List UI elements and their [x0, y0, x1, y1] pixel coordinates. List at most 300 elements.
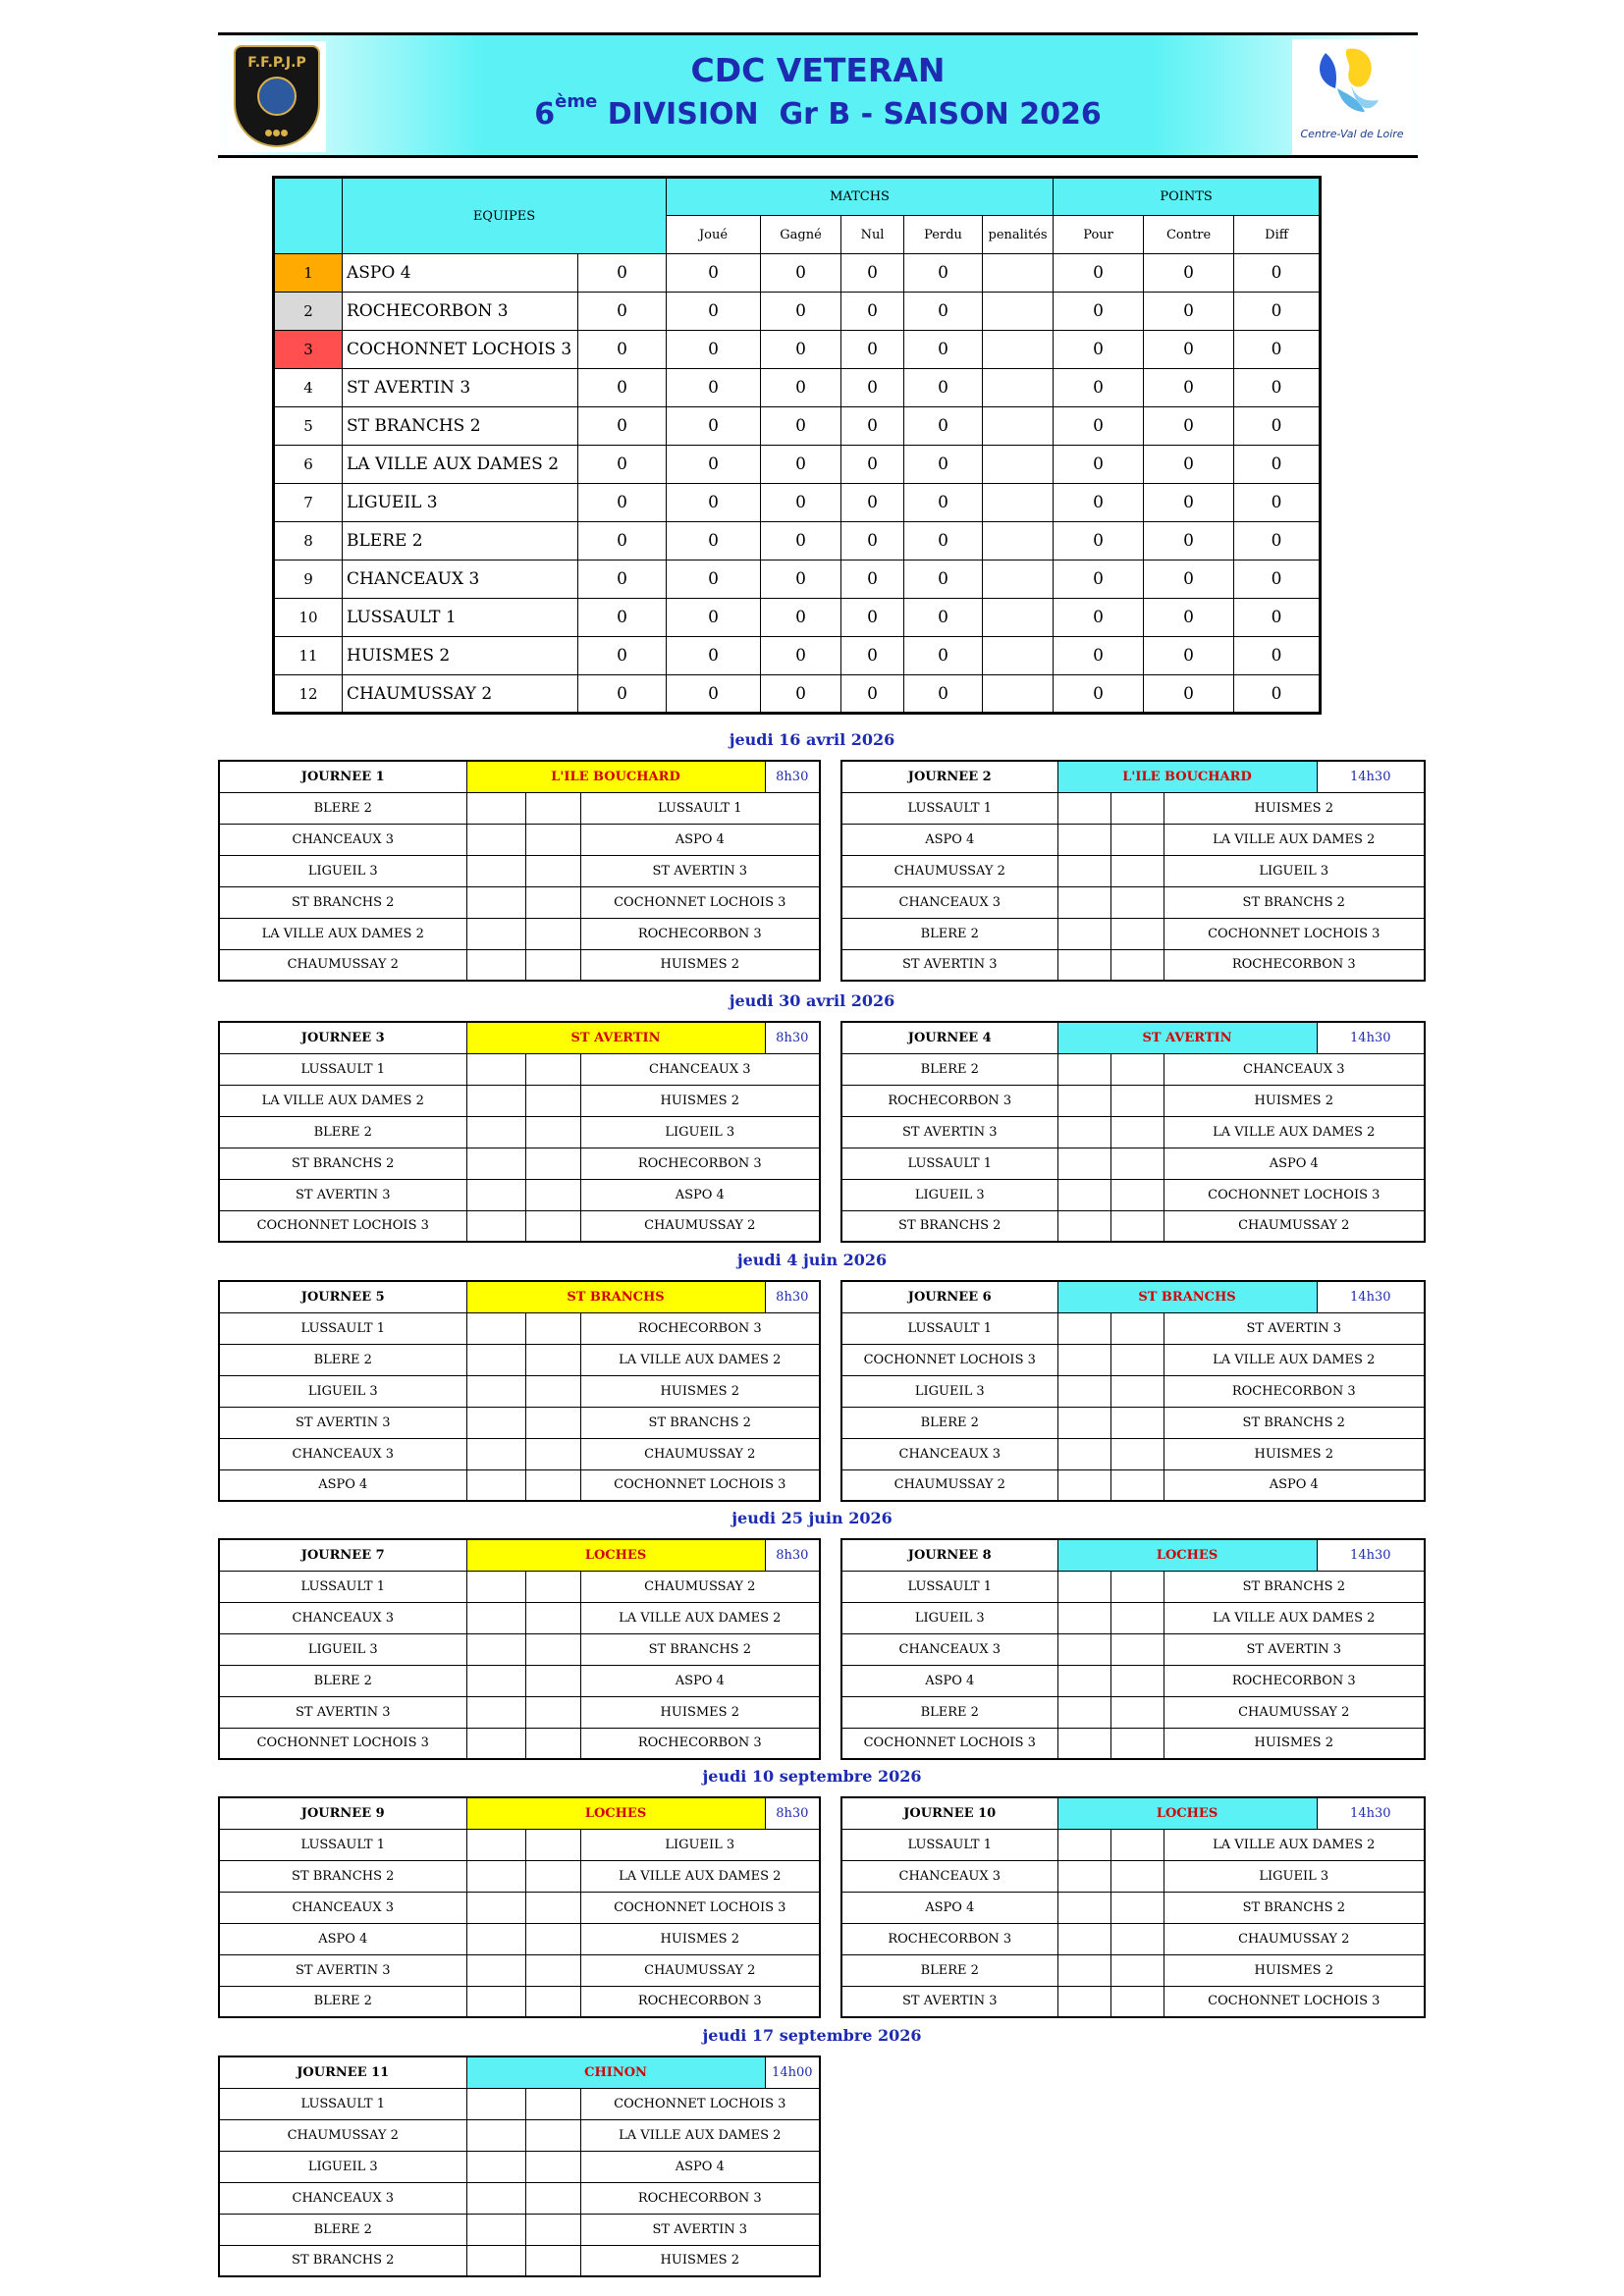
home-team: CHANCEAUX 3 [841, 1860, 1057, 1892]
stat-cell-pen [983, 446, 1054, 484]
stat-cell-gagne: 0 [761, 369, 841, 407]
match-row [219, 1696, 820, 1728]
match-row [219, 1923, 820, 1954]
home-team: BLERE 2 [219, 1116, 466, 1148]
home-score-cell[interactable] [466, 918, 525, 949]
stat-cell-pts: 0 [578, 599, 667, 637]
away-team: COCHONNET LOCHOIS 3 [580, 1892, 820, 1923]
away-team: ASPO 4 [580, 2151, 820, 2182]
journee-time: 14h30 [1317, 761, 1425, 792]
stat-cell-pts: 0 [578, 293, 667, 331]
home-team: BLERE 2 [219, 2214, 466, 2245]
home-score-cell[interactable] [466, 1633, 525, 1665]
away-team: LUSSAULT 1 [580, 792, 820, 824]
home-score-cell[interactable] [1057, 1829, 1110, 1860]
match-row [219, 1954, 820, 1986]
division-text: DIVISION Gr B - SAISON 2026 [597, 97, 1102, 132]
journee-table [218, 1538, 821, 1760]
home-team: BLERE 2 [219, 1986, 466, 2017]
stat-cell-contre: 0 [1144, 331, 1234, 369]
rank-cell: 12 [274, 675, 343, 714]
match-row [219, 2182, 820, 2214]
journee-table [218, 760, 821, 982]
away-score-cell[interactable] [1110, 1407, 1164, 1438]
away-score-cell[interactable] [525, 1923, 580, 1954]
away-team: LA VILLE AUX DAMES 2 [1164, 1116, 1425, 1148]
away-team: LA VILLE AUX DAMES 2 [1164, 824, 1425, 855]
stat-cell-diff: 0 [1234, 254, 1321, 293]
home-score-cell[interactable] [466, 2214, 525, 2245]
away-score-cell[interactable] [1110, 1602, 1164, 1633]
away-score-cell[interactable] [1110, 886, 1164, 918]
home-score-cell[interactable] [466, 1407, 525, 1438]
home-score-cell[interactable] [1057, 918, 1110, 949]
home-score-cell[interactable] [466, 1469, 525, 1501]
away-score-cell[interactable] [525, 2119, 580, 2151]
stat-cell-perdu: 0 [904, 522, 983, 561]
home-team: ST BRANCHS 2 [841, 1210, 1057, 1242]
home-score-cell[interactable] [1057, 949, 1110, 981]
stat-cell-nul: 0 [841, 484, 904, 522]
away-score-cell[interactable] [525, 1633, 580, 1665]
home-score-cell[interactable] [466, 2088, 525, 2119]
away-score-cell[interactable] [525, 1696, 580, 1728]
team-name-cell: LIGUEIL 3 [343, 484, 578, 522]
home-team: BLERE 2 [219, 1344, 466, 1375]
match-row [841, 1344, 1425, 1375]
away-score-cell[interactable] [1110, 1344, 1164, 1375]
stat-cell-joue: 0 [667, 446, 761, 484]
away-team: LA VILLE AUX DAMES 2 [1164, 1344, 1425, 1375]
home-score-cell[interactable] [466, 1602, 525, 1633]
match-row [219, 1375, 820, 1407]
col-diff-header: Diff [1234, 216, 1321, 254]
home-score-cell[interactable] [1057, 1116, 1110, 1148]
home-score-cell[interactable] [1057, 886, 1110, 918]
page-title: CDC VETERAN [690, 51, 946, 89]
rank-cell: 2 [274, 293, 343, 331]
away-team: ASPO 4 [1164, 1148, 1425, 1179]
team-name-cell: ST BRANCHS 2 [343, 407, 578, 446]
away-team: ASPO 4 [580, 824, 820, 855]
home-score-cell[interactable] [466, 1179, 525, 1210]
away-score-cell[interactable] [525, 2182, 580, 2214]
col-gagne-header: Gagné [761, 216, 841, 254]
journee-time: 14h00 [765, 2056, 820, 2088]
home-score-cell[interactable] [466, 1923, 525, 1954]
home-score-cell[interactable] [466, 1116, 525, 1148]
away-score-cell[interactable] [1110, 1438, 1164, 1469]
rank-cell: 11 [274, 637, 343, 675]
away-score-cell[interactable] [1110, 792, 1164, 824]
home-score-cell[interactable] [466, 1344, 525, 1375]
home-score-cell[interactable] [466, 855, 525, 886]
home-score-cell[interactable] [1057, 1344, 1110, 1375]
date-2: jeudi 30 avril 2026 [729, 991, 895, 1010]
away-score-cell[interactable] [525, 1053, 580, 1085]
home-score-cell[interactable] [466, 1148, 525, 1179]
away-team: HUISMES 2 [1164, 1438, 1425, 1469]
home-score-cell[interactable] [466, 1053, 525, 1085]
away-score-cell[interactable] [525, 1954, 580, 1986]
home-score-cell[interactable] [1057, 1085, 1110, 1116]
away-team: ASPO 4 [580, 1665, 820, 1696]
match-row [841, 1860, 1425, 1892]
standings-row [274, 561, 1321, 599]
away-score-cell[interactable] [525, 1602, 580, 1633]
away-score-cell[interactable] [525, 1407, 580, 1438]
home-score-cell[interactable] [466, 1728, 525, 1759]
home-score-cell[interactable] [1057, 1986, 1110, 2017]
home-score-cell[interactable] [1057, 1954, 1110, 1986]
away-score-cell[interactable] [1110, 1892, 1164, 1923]
away-score-cell[interactable] [1110, 1633, 1164, 1665]
home-team: LUSSAULT 1 [219, 1053, 466, 1085]
away-score-cell[interactable] [525, 1116, 580, 1148]
stat-cell-gagne: 0 [761, 561, 841, 599]
away-score-cell[interactable] [1110, 918, 1164, 949]
team-name-cell: HUISMES 2 [343, 637, 578, 675]
match-row [219, 918, 820, 949]
match-row [219, 855, 820, 886]
home-score-cell[interactable] [1057, 824, 1110, 855]
home-score-cell[interactable] [1057, 1892, 1110, 1923]
away-score-cell[interactable] [1110, 949, 1164, 981]
stat-cell-contre: 0 [1144, 369, 1234, 407]
away-team: ST AVERTIN 3 [580, 855, 820, 886]
home-team: ST BRANCHS 2 [219, 2245, 466, 2276]
home-score-cell[interactable] [466, 2151, 525, 2182]
stat-cell-diff: 0 [1234, 599, 1321, 637]
stat-cell-joue: 0 [667, 407, 761, 446]
home-team: ASPO 4 [219, 1923, 466, 1954]
stat-cell-nul: 0 [841, 522, 904, 561]
home-score-cell[interactable] [1057, 1210, 1110, 1242]
match-row [219, 2151, 820, 2182]
date-5: jeudi 10 septembre 2026 [702, 1767, 922, 1786]
home-score-cell[interactable] [466, 1438, 525, 1469]
journee-table [840, 1538, 1426, 1760]
away-score-cell[interactable] [525, 1892, 580, 1923]
away-score-cell[interactable] [1110, 1210, 1164, 1242]
away-score-cell[interactable] [525, 918, 580, 949]
away-team: CHAUMUSSAY 2 [580, 1210, 820, 1242]
stat-cell-gagne: 0 [761, 599, 841, 637]
home-score-cell[interactable] [1057, 1728, 1110, 1759]
date-3: jeudi 4 juin 2026 [736, 1251, 888, 1269]
stat-cell-pts: 0 [578, 522, 667, 561]
home-score-cell[interactable] [466, 1085, 525, 1116]
home-score-cell[interactable] [466, 1954, 525, 1986]
home-score-cell[interactable] [1057, 1148, 1110, 1179]
rank-cell: 7 [274, 484, 343, 522]
journee-table [218, 2056, 821, 2277]
home-score-cell[interactable] [466, 792, 525, 824]
stat-cell-gagne: 0 [761, 331, 841, 369]
stat-cell-pour: 0 [1054, 484, 1144, 522]
stat-cell-contre: 0 [1144, 637, 1234, 675]
journee-time: 8h30 [765, 1281, 820, 1312]
match-row [219, 1602, 820, 1633]
away-score-cell[interactable] [1110, 824, 1164, 855]
away-team: ROCHECORBON 3 [580, 1986, 820, 2017]
stat-cell-pour: 0 [1054, 293, 1144, 331]
stat-cell-nul: 0 [841, 331, 904, 369]
match-row [219, 1116, 820, 1148]
journee-venue: LOCHES [1057, 1539, 1317, 1571]
home-score-cell[interactable] [466, 2119, 525, 2151]
home-team: CHAUMUSSAY 2 [841, 1469, 1057, 1501]
home-score-cell[interactable] [466, 2182, 525, 2214]
home-team: CHANCEAUX 3 [219, 1892, 466, 1923]
away-score-cell[interactable] [525, 1312, 580, 1344]
home-score-cell[interactable] [1057, 1375, 1110, 1407]
away-score-cell[interactable] [525, 1986, 580, 2017]
journee-table [840, 1021, 1426, 1243]
away-score-cell[interactable] [525, 2151, 580, 2182]
stat-cell-pour: 0 [1054, 331, 1144, 369]
home-score-cell[interactable] [466, 949, 525, 981]
away-score-cell[interactable] [525, 792, 580, 824]
home-score-cell[interactable] [466, 1860, 525, 1892]
stat-cell-pts: 0 [578, 254, 667, 293]
away-score-cell[interactable] [525, 2088, 580, 2119]
stat-cell-pen [983, 254, 1054, 293]
home-score-cell[interactable] [466, 886, 525, 918]
match-row [841, 1179, 1425, 1210]
stat-cell-perdu: 0 [904, 561, 983, 599]
home-team: LIGUEIL 3 [219, 1633, 466, 1665]
equipes-header: EQUIPES [343, 178, 667, 254]
away-score-cell[interactable] [525, 1085, 580, 1116]
away-score-cell[interactable] [525, 1728, 580, 1759]
home-team: CHANCEAUX 3 [841, 1633, 1057, 1665]
match-row [219, 949, 820, 981]
stat-cell-joue: 0 [667, 484, 761, 522]
away-score-cell[interactable] [525, 1860, 580, 1892]
home-score-cell[interactable] [466, 1312, 525, 1344]
journee-venue: ST AVERTIN [466, 1022, 765, 1053]
home-score-cell[interactable] [466, 1829, 525, 1860]
away-score-cell[interactable] [525, 1148, 580, 1179]
away-score-cell[interactable] [1110, 1986, 1164, 2017]
home-score-cell[interactable] [1057, 1438, 1110, 1469]
journee-venue: ST AVERTIN [1057, 1022, 1317, 1053]
region-logo-text: Centre-Val de Loire [1300, 128, 1404, 140]
home-score-cell[interactable] [1057, 1860, 1110, 1892]
home-score-cell[interactable] [1057, 1633, 1110, 1665]
away-score-cell[interactable] [525, 1571, 580, 1602]
away-team: ST AVERTIN 3 [580, 2214, 820, 2245]
journee-time: 8h30 [765, 1797, 820, 1829]
away-score-cell[interactable] [1110, 1116, 1164, 1148]
stat-cell-contre: 0 [1144, 599, 1234, 637]
away-score-cell[interactable] [1110, 1954, 1164, 1986]
stat-cell-diff: 0 [1234, 407, 1321, 446]
standings-row [274, 599, 1321, 637]
home-score-cell[interactable] [466, 1375, 525, 1407]
stat-cell-pour: 0 [1054, 561, 1144, 599]
journee-time: 8h30 [765, 1022, 820, 1053]
away-score-cell[interactable] [1110, 1312, 1164, 1344]
home-score-cell[interactable] [1057, 1179, 1110, 1210]
away-score-cell[interactable] [1110, 1860, 1164, 1892]
team-name-cell: CHANCEAUX 3 [343, 561, 578, 599]
home-score-cell[interactable] [1057, 1923, 1110, 1954]
matchs-header: MATCHS [667, 178, 1054, 216]
home-score-cell[interactable] [466, 2245, 525, 2276]
match-row [841, 1148, 1425, 1179]
home-team: COCHONNET LOCHOIS 3 [219, 1728, 466, 1759]
away-score-cell[interactable] [1110, 1375, 1164, 1407]
match-row [841, 1469, 1425, 1501]
home-team: LUSSAULT 1 [841, 1829, 1057, 1860]
away-score-cell[interactable] [1110, 1728, 1164, 1759]
journee-name: JOURNEE 11 [219, 2056, 466, 2088]
away-score-cell[interactable] [525, 1210, 580, 1242]
home-score-cell[interactable] [1057, 1665, 1110, 1696]
home-score-cell[interactable] [466, 1210, 525, 1242]
home-score-cell[interactable] [1057, 792, 1110, 824]
journee-time: 8h30 [765, 761, 820, 792]
home-team: LIGUEIL 3 [841, 1602, 1057, 1633]
stat-cell-joue: 0 [667, 637, 761, 675]
stat-cell-pen [983, 675, 1054, 714]
match-row [219, 1829, 820, 1860]
home-score-cell[interactable] [466, 824, 525, 855]
home-score-cell[interactable] [466, 1986, 525, 2017]
home-score-cell[interactable] [1057, 1696, 1110, 1728]
home-team: ST AVERTIN 3 [841, 949, 1057, 981]
away-score-cell[interactable] [525, 855, 580, 886]
home-team: ROCHECORBON 3 [841, 1923, 1057, 1954]
home-score-cell[interactable] [1057, 855, 1110, 886]
stat-cell-nul: 0 [841, 599, 904, 637]
away-score-cell[interactable] [525, 1375, 580, 1407]
stat-cell-perdu: 0 [904, 637, 983, 675]
away-team: LIGUEIL 3 [580, 1829, 820, 1860]
home-score-cell[interactable] [466, 1892, 525, 1923]
stat-cell-nul: 0 [841, 254, 904, 293]
stat-cell-pour: 0 [1054, 446, 1144, 484]
away-score-cell[interactable] [1110, 1571, 1164, 1602]
away-team: ROCHECORBON 3 [1164, 1375, 1425, 1407]
home-score-cell[interactable] [1057, 1602, 1110, 1633]
away-team: COCHONNET LOCHOIS 3 [1164, 918, 1425, 949]
home-team: ST AVERTIN 3 [219, 1179, 466, 1210]
away-team: LIGUEIL 3 [1164, 855, 1425, 886]
away-score-cell[interactable] [1110, 1469, 1164, 1501]
stat-cell-pour: 0 [1054, 407, 1144, 446]
away-score-cell[interactable] [525, 886, 580, 918]
home-score-cell[interactable] [1057, 1469, 1110, 1501]
stat-cell-diff: 0 [1234, 369, 1321, 407]
stat-cell-pen [983, 484, 1054, 522]
away-score-cell[interactable] [1110, 855, 1164, 886]
away-score-cell[interactable] [525, 949, 580, 981]
rank-cell: 3 [274, 331, 343, 369]
away-team: CHANCEAUX 3 [1164, 1053, 1425, 1085]
home-team: BLERE 2 [219, 792, 466, 824]
stat-cell-diff: 0 [1234, 484, 1321, 522]
away-score-cell[interactable] [525, 1665, 580, 1696]
journee-venue: L'ILE BOUCHARD [466, 761, 765, 792]
date-1: jeudi 16 avril 2026 [729, 730, 895, 749]
away-team: CHAUMUSSAY 2 [580, 1438, 820, 1469]
col-penalites-header: penalités [983, 216, 1054, 254]
home-score-cell[interactable] [1057, 1407, 1110, 1438]
away-score-cell[interactable] [525, 1344, 580, 1375]
home-team: BLERE 2 [219, 1665, 466, 1696]
home-team: LUSSAULT 1 [219, 2088, 466, 2119]
away-score-cell[interactable] [525, 1438, 580, 1469]
home-score-cell[interactable] [466, 1571, 525, 1602]
match-row [219, 1986, 820, 2017]
away-team: CHANCEAUX 3 [580, 1053, 820, 1085]
away-score-cell[interactable] [1110, 1829, 1164, 1860]
home-score-cell[interactable] [1057, 1053, 1110, 1085]
journee-venue: L'ILE BOUCHARD [1057, 761, 1317, 792]
away-score-cell[interactable] [1110, 1179, 1164, 1210]
match-row [841, 1923, 1425, 1954]
date-4: jeudi 25 juin 2026 [731, 1509, 893, 1527]
stat-cell-diff: 0 [1234, 293, 1321, 331]
away-score-cell[interactable] [525, 1179, 580, 1210]
home-team: BLERE 2 [841, 1407, 1057, 1438]
home-score-cell[interactable] [466, 1665, 525, 1696]
journee-venue: LOCHES [466, 1797, 765, 1829]
away-score-cell[interactable] [1110, 1923, 1164, 1954]
home-score-cell[interactable] [1057, 1312, 1110, 1344]
home-team: COCHONNET LOCHOIS 3 [219, 1210, 466, 1242]
home-score-cell[interactable] [1057, 1571, 1110, 1602]
away-score-cell[interactable] [1110, 1085, 1164, 1116]
journee-name: JOURNEE 5 [219, 1281, 466, 1312]
stat-cell-pts: 0 [578, 331, 667, 369]
home-team: ASPO 4 [841, 824, 1057, 855]
standings-row [274, 331, 1321, 369]
away-score-cell[interactable] [1110, 1148, 1164, 1179]
stat-cell-contre: 0 [1144, 675, 1234, 714]
away-score-cell[interactable] [525, 824, 580, 855]
away-score-cell[interactable] [525, 1469, 580, 1501]
away-score-cell[interactable] [1110, 1665, 1164, 1696]
standings-row [274, 254, 1321, 293]
match-row [841, 792, 1425, 824]
stat-cell-gagne: 0 [761, 407, 841, 446]
home-team: CHANCEAUX 3 [219, 1602, 466, 1633]
match-row [841, 1728, 1425, 1759]
away-score-cell[interactable] [525, 1829, 580, 1860]
journee-table [840, 760, 1426, 982]
match-row [219, 1469, 820, 1501]
home-team: BLERE 2 [841, 1053, 1057, 1085]
away-score-cell[interactable] [1110, 1696, 1164, 1728]
away-team: HUISMES 2 [1164, 1085, 1425, 1116]
match-row [219, 2088, 820, 2119]
away-team: LIGUEIL 3 [1164, 1860, 1425, 1892]
away-score-cell[interactable] [525, 2214, 580, 2245]
stat-cell-pen [983, 561, 1054, 599]
home-score-cell[interactable] [466, 1696, 525, 1728]
standings-row [274, 407, 1321, 446]
away-score-cell[interactable] [525, 2245, 580, 2276]
match-row [841, 1053, 1425, 1085]
match-row [841, 1407, 1425, 1438]
away-score-cell[interactable] [1110, 1053, 1164, 1085]
home-team: ASPO 4 [841, 1892, 1057, 1923]
stat-cell-pour: 0 [1054, 254, 1144, 293]
